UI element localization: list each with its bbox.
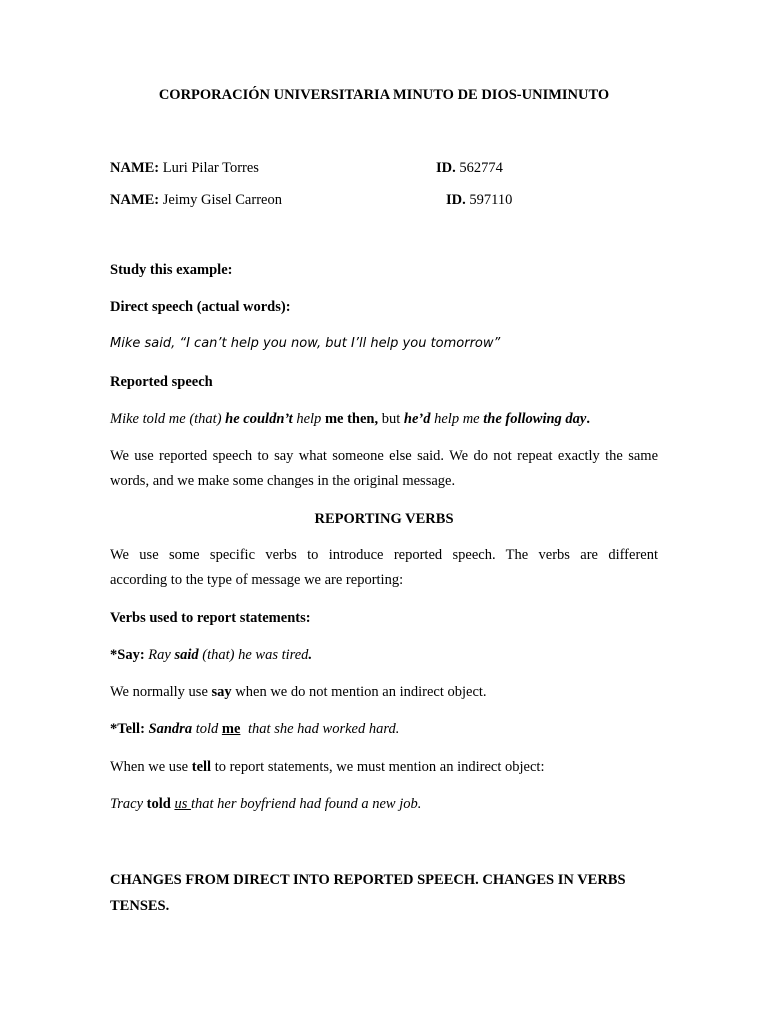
- name-label: NAME:: [110, 160, 160, 176]
- student-id: 597110: [469, 192, 513, 208]
- changes-heading-line: TENSES.: [110, 898, 170, 914]
- student-name-row: [110, 159, 259, 177]
- tell-example-sentence: Tracy told us that her boyfriend had found a new job.: [110, 796, 422, 812]
- explanation-line: words, and we make some changes in the original message.: [110, 473, 456, 489]
- explanation-line: We use reported speech to say what someone else said. We do not repeat exactly the same: [110, 448, 658, 464]
- reported-speech-heading: Reported speech: [110, 374, 213, 390]
- reported-speech-example: Mike told me (that) he couldn’t help me then, but he’d help me the following day.: [110, 411, 590, 427]
- student-id: 562774: [459, 160, 503, 176]
- student-name-row: [110, 191, 282, 209]
- tell-note: When we use tell to report statements, we must mention an indirect object:: [110, 759, 545, 775]
- direct-speech-example: Mike said, “I can’t help you now, but I’ll help you tomorrow”: [110, 336, 501, 351]
- name-label: NAME:: [110, 192, 160, 208]
- reporting-verbs-heading: REPORTING VERBS: [314, 511, 454, 527]
- student-id-row: [446, 191, 512, 209]
- statements-heading: Verbs used to report statements:: [110, 610, 311, 626]
- reporting-verbs-intro-line: We use some specific verbs to introduce reported speech. The verbs are different: [110, 547, 658, 563]
- id-label: ID.: [446, 192, 466, 208]
- direct-speech-heading: Direct speech (actual words):: [110, 299, 291, 315]
- say-example: *Say: Ray said (that) he was tired.: [110, 647, 313, 663]
- id-label: ID.: [436, 160, 456, 176]
- changes-heading-line: CHANGES FROM DIRECT INTO REPORTED SPEECH. CHANGES IN VERBS: [110, 872, 626, 888]
- student-id-row: [436, 159, 503, 177]
- study-heading: Study this example:: [110, 262, 233, 278]
- say-note: We normally use say when we do not mention an indirect object.: [110, 684, 487, 700]
- student-name: Jeimy Gisel Carreon: [162, 192, 282, 208]
- student-name: Luri Pilar Torres: [162, 160, 259, 176]
- tell-example: *Tell: Sandra told me that she had worked hard.: [110, 721, 400, 737]
- institution-title: CORPORACIÓN UNIVERSITARIA MINUTO DE DIOS-UNIMINUTO: [158, 87, 610, 103]
- reporting-verbs-intro-line: according to the type of message we are reporting:: [110, 572, 404, 588]
